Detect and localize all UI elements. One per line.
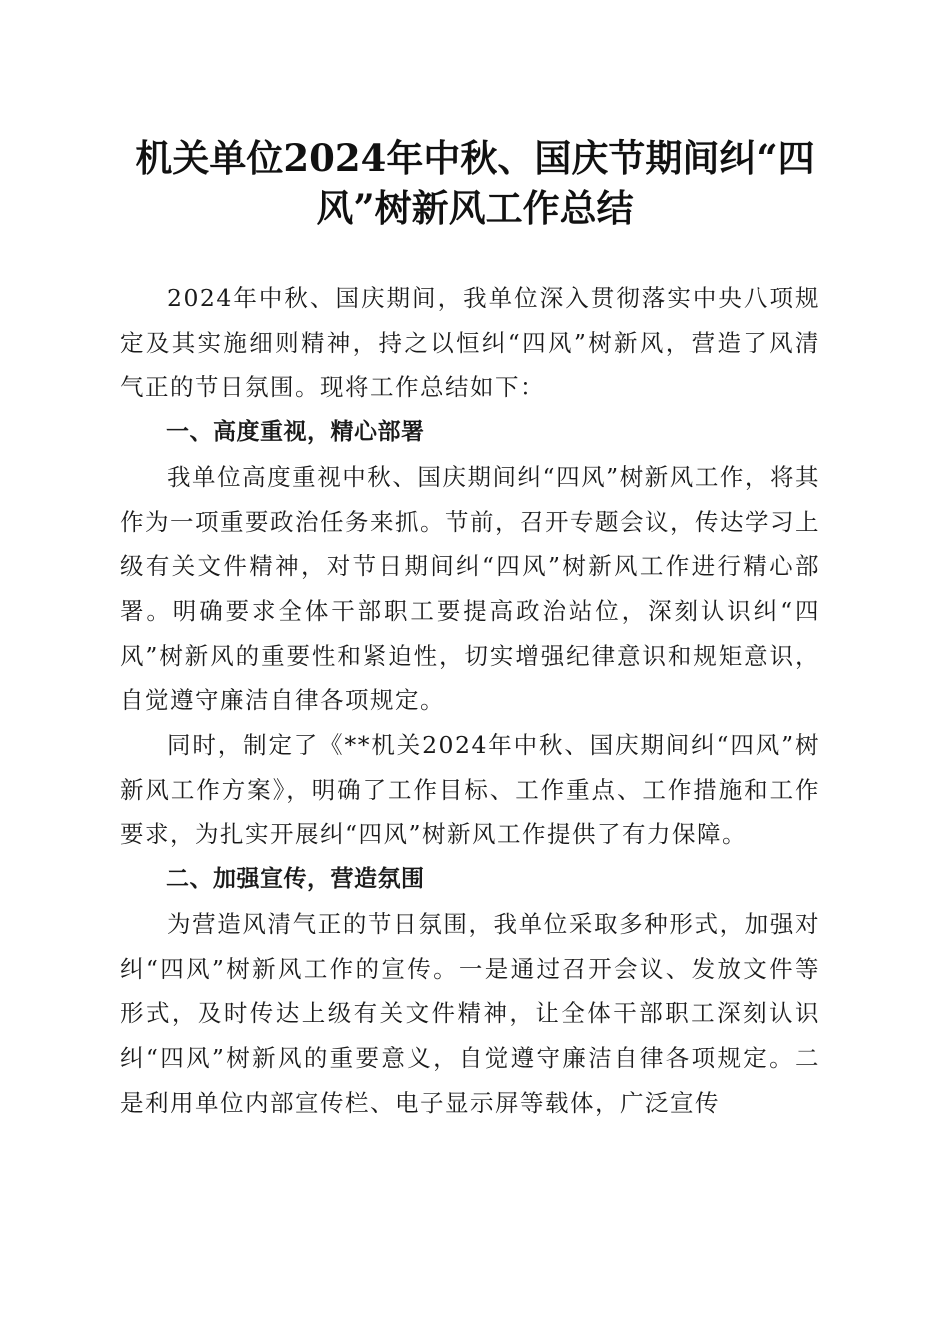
intro-paragraph: 2024年中秋、国庆期间，我单位深入贯彻落实中央八项规定及其实施细则精神，持之以恒纠“四风”树新风，营造了风清气正的节日氛围。现将工作总结如下：: [120, 284, 820, 402]
document-body: [120, 276, 820, 1125]
section-1-paragraph-1: 我单位高度重视中秋、国庆期间纠“四风”树新风工作，将其作为一项重要政治任务来抓。节前，召开专题会议，传达学习上级有关文件精神，对节日期间纠“四风”树新风工作进行精心部署。明确要求全体干部职工要提高政治站位，深刻认识纠“四风”树新风的重要性和紧迫性，切实增强纪律意识和规矩意识，自觉遵守廉洁自律各项规定。: [120, 462, 820, 715]
section-heading-2: 二、加强宣传，营造氛围: [166, 866, 425, 893]
document-title: 机关单位2024年中秋、国庆节期间纠“四风”树新风工作总结: [135, 136, 815, 230]
section-1-paragraph-2: 同时，制定了《**机关2024年中秋、国庆期间纠“四风”树新风工作方案》，明确了工作目标、工作重点、工作措施和工作要求，为扎实开展纠“四风”树新风工作提供了有力保障。: [120, 731, 820, 849]
section-heading-1: 一、高度重视，精心部署: [166, 419, 425, 446]
section-2-paragraph-1: 为营造风清气正的节日氛围，我单位采取多种形式，加强对纠“四风”树新风工作的宣传。一是通过召开会议、发放文件等形式，及时传达上级有关文件精神，让全体干部职工深刻认识纠“四风”树新风的重要意义，自觉遵守廉洁自律各项规定。二是利用单位内部宣传栏、电子显示屏等载体，广泛宣传: [120, 909, 820, 1117]
